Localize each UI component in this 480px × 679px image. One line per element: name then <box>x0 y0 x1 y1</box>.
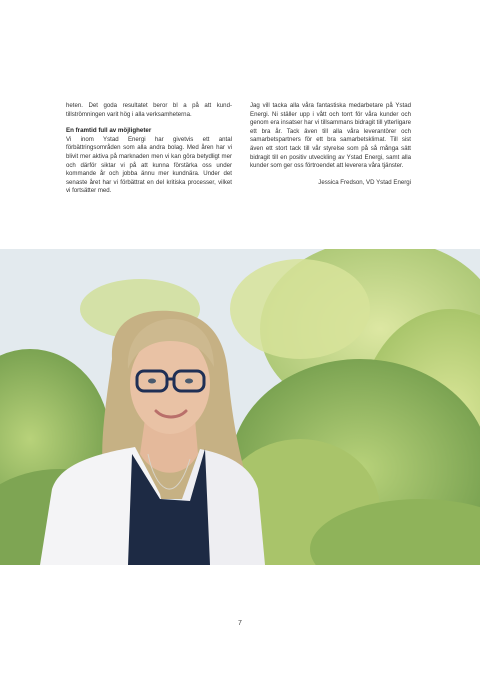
intro-paragraph: heten. Det goda resultatet beror bl a på att kund-tillströmningen varit hög i alla verksamheterna. <box>66 102 232 118</box>
signature: Jessica Fredson, VD Ystad Energi <box>318 178 411 186</box>
section-heading: En framtid full av möjligheter <box>66 127 152 135</box>
right-column <box>250 102 411 187</box>
portrait-illustration <box>0 249 480 565</box>
page-number: 7 <box>238 620 242 627</box>
thanks-paragraph: Jag vill tacka alla våra fantastiska medarbetare på Ystad Energi. Ni ställer upp i vått och torrt för våra kunder och genom era insatser har vi tillsammans bidragit till ytterligare ett bra år. Tack även till alla våra leverantörer och samarbetspartners för ett bra samarbetsklimat. Till sist även ett stort tack till vår styrelse som på så många sätt bidragit till en positiv utveckling av Ystad Energi, samt alla kunder som ger oss förtroendet att leverera våra tjänster. <box>250 102 411 170</box>
left-column <box>66 102 232 196</box>
portrait-photo <box>0 249 480 565</box>
section-body: Vi inom Ystad Energi har givetvis ett antal förbättringsområden som alla andra bolag. Med åren har vi blivit mer aktiva på marknaden men vi kan göra betydligt mer och därför siktar vi på att kunna förstärka oss under kommande år och jobba ännu mer kundnära. Under det senaste året har vi förbättrat en del kritiska processer, vilket vi fortsätter med. <box>66 135 232 195</box>
